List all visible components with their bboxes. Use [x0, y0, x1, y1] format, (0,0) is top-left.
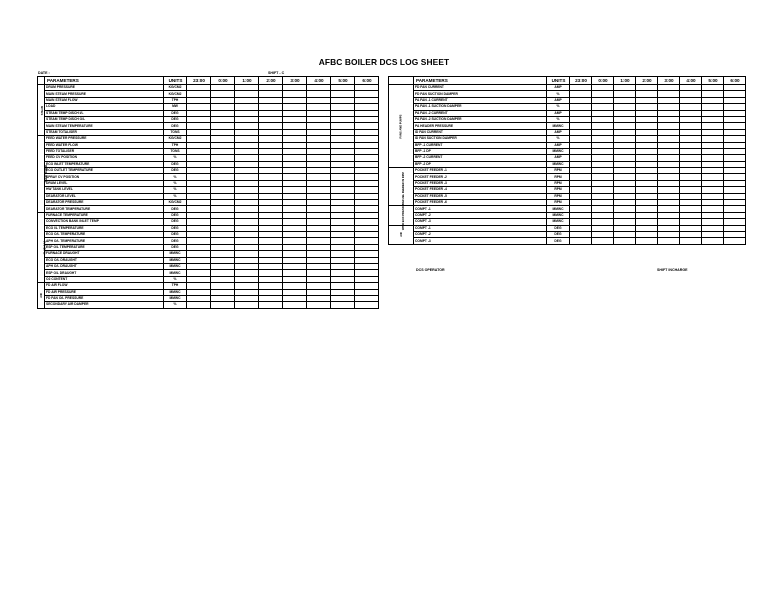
- reading-cell[interactable]: [187, 302, 211, 308]
- reading-cell[interactable]: [259, 302, 283, 308]
- time-header: 4:00: [680, 77, 702, 85]
- parameter-unit: %: [164, 193, 187, 199]
- parameter-unit: DEG: [164, 225, 187, 231]
- parameter-unit: RPM: [547, 200, 570, 206]
- parameter-unit: %: [164, 180, 187, 186]
- parameter-name: FD FAN CURRENT: [414, 85, 547, 91]
- parameter-name: DRUM PRESSURE: [45, 85, 164, 91]
- parameter-unit: MMWC: [164, 295, 187, 301]
- reading-cell[interactable]: [283, 302, 307, 308]
- parameter-name: DRUM LEVEL: [45, 180, 164, 186]
- time-header: 6:00: [355, 77, 379, 85]
- reading-cell[interactable]: [658, 238, 680, 244]
- parameter-unit: %: [547, 104, 570, 110]
- parameter-unit: AMP: [547, 142, 570, 148]
- parameter-unit: DEG: [164, 161, 187, 167]
- parameter-unit: DEG: [547, 231, 570, 237]
- group-header: [389, 77, 414, 85]
- parameter-unit: %: [164, 155, 187, 161]
- parameter-unit: %: [547, 91, 570, 97]
- units-header: UNITS: [547, 77, 570, 85]
- parameter-unit: MMWC: [547, 161, 570, 167]
- parameter-unit: DEG: [164, 244, 187, 250]
- parameter-name: STEAM TEMP DISCH O/L: [45, 116, 164, 122]
- date-label: DATE :: [38, 71, 50, 75]
- parameter-name: PA FAN -1 SUCTION DAMPER: [414, 104, 547, 110]
- log-row: [38, 302, 379, 308]
- parameter-name: ESP O/L TEMPERATURE: [45, 244, 164, 250]
- parameter-name: PA FAN -2 CURRENT: [414, 110, 547, 116]
- parameter-name: POCKET FEEDER -1: [414, 168, 547, 174]
- time-header: 0:00: [211, 77, 235, 85]
- reading-cell[interactable]: [355, 302, 379, 308]
- parameter-unit: MMWC: [547, 219, 570, 225]
- parameter-unit: MMWC: [547, 123, 570, 129]
- parameter-unit: AMP: [547, 85, 570, 91]
- reading-cell[interactable]: [636, 238, 658, 244]
- parameter-name: CONVECTION BANK INLET TEMP: [45, 219, 164, 225]
- parameter-unit: RPM: [547, 193, 570, 199]
- reading-cell[interactable]: [307, 302, 331, 308]
- reading-cell[interactable]: [592, 238, 614, 244]
- parameter-name: ECO OUTLET TEMPERATURE: [45, 168, 164, 174]
- group-label: [38, 85, 45, 136]
- parameter-unit: MMWC: [547, 148, 570, 154]
- log-row: [389, 238, 746, 244]
- group-label-text: FANS AND PUMPS: [399, 114, 403, 139]
- parameter-name: COMPT -3: [414, 219, 547, 225]
- parameter-unit: KG/CM2: [164, 136, 187, 142]
- parameter-unit: DEG: [164, 212, 187, 218]
- parameter-name: HW TANK LEVEL: [45, 187, 164, 193]
- group-label: [389, 85, 414, 168]
- parameter-name: PA FAN -2 SUCTION DAMPER: [414, 116, 547, 122]
- parameter-name: SECONDARY AIR DAMPER: [45, 302, 164, 308]
- parameter-unit: DEG: [164, 123, 187, 129]
- parameter-name: ESP O/L DRAUGHT: [45, 270, 164, 276]
- parameter-name: ECO O/L TEMPERATURE: [45, 231, 164, 237]
- parameter-unit: TPH: [164, 283, 187, 289]
- group-label: [38, 283, 45, 309]
- group-label: [38, 136, 49, 213]
- reading-cell[interactable]: [235, 302, 259, 308]
- parameter-unit: DEG: [164, 110, 187, 116]
- parameter-unit: AMP: [547, 97, 570, 103]
- parameter-unit: TPH: [164, 97, 187, 103]
- reading-cell[interactable]: [614, 238, 636, 244]
- parameter-name: BFP -1 CURRENT: [414, 142, 547, 148]
- time-header: 0:00: [592, 77, 614, 85]
- parameter-name: FURNACE TEMPERATURE: [45, 212, 164, 218]
- reading-cell[interactable]: [702, 238, 724, 244]
- parameter-name: DEARATOR PRESSURE: [45, 200, 164, 206]
- parameter-unit: MMWC: [164, 270, 187, 276]
- parameter-unit: AMP: [547, 129, 570, 135]
- reading-cell[interactable]: [680, 238, 702, 244]
- parameter-name: ECO O/L DRAUGHT: [45, 257, 164, 263]
- parameter-unit: DEG: [547, 225, 570, 231]
- parameter-name: COMPT -1: [414, 206, 547, 212]
- time-header: 1:00: [235, 77, 259, 85]
- parameter-unit: DEG: [164, 219, 187, 225]
- parameter-unit: %: [164, 302, 187, 308]
- time-header: 1:00: [614, 77, 636, 85]
- parameter-name: COMPT -2: [414, 212, 547, 218]
- reading-cell[interactable]: [211, 302, 235, 308]
- parameter-name: ID FAN SUCTION DAMPER: [414, 136, 547, 142]
- parameter-name: APH O/L DRAUGHT: [45, 263, 164, 269]
- group-label-text: FUEL FEEDER IN RPM: [401, 172, 405, 202]
- time-header: 2:00: [636, 77, 658, 85]
- parameter-unit: AMP: [547, 110, 570, 116]
- units-header: UNITS: [164, 77, 187, 85]
- shift-incharge-label: SHIFT INCHARGE: [657, 268, 688, 272]
- parameter-unit: RPM: [547, 187, 570, 193]
- group-label-text: WIND BOX PRESSURE: [402, 200, 406, 231]
- group-label: [389, 200, 414, 231]
- time-header: 3:00: [658, 77, 680, 85]
- parameters-header: PARAMETERS: [414, 77, 547, 85]
- parameter-name: FD FAN O/L PRESSURE: [45, 295, 164, 301]
- parameter-name: FD AIR FLOW: [45, 283, 164, 289]
- parameter-unit: RPM: [547, 168, 570, 174]
- reading-cell[interactable]: [570, 238, 592, 244]
- time-header: 5:00: [702, 77, 724, 85]
- parameter-name: POCKET FEEDER -5: [414, 193, 547, 199]
- parameter-unit: TPH: [164, 142, 187, 148]
- time-header: 5:00: [331, 77, 355, 85]
- parameter-unit: MMWC: [164, 289, 187, 295]
- parameter-name: FD FAN SUCTION DAMPER: [414, 91, 547, 97]
- group-label-text: FLUE GAS: [43, 240, 47, 255]
- time-header: 23:00: [187, 77, 211, 85]
- left-log-table: [37, 76, 379, 309]
- parameter-name: MAIN STEAM TEMPERATURE: [45, 123, 164, 129]
- group-label: [38, 212, 45, 282]
- group-label: [389, 168, 414, 206]
- group-label-text: FEED WATER: [45, 165, 49, 183]
- parameter-unit: TONS: [164, 148, 187, 154]
- parameter-unit: RPM: [547, 180, 570, 186]
- parameter-unit: KG/CM2: [164, 91, 187, 97]
- parameter-name: MAIN STEAM FLOW: [45, 97, 164, 103]
- parameter-name: FEED WATER FLOW: [45, 142, 164, 148]
- group-label-text: AIR: [39, 293, 43, 298]
- parameter-unit: %: [164, 187, 187, 193]
- parameter-unit: DEG: [164, 168, 187, 174]
- parameter-unit: %: [164, 276, 187, 282]
- parameter-name: BFP -1 DP: [414, 148, 547, 154]
- group-label-text: AIR: [399, 232, 403, 237]
- parameters-header: PARAMETERS: [45, 77, 164, 85]
- time-header: 4:00: [307, 77, 331, 85]
- parameter-name: ECO INLET TEMPERATURE: [45, 161, 164, 167]
- parameter-name: PA HEADER PRESSURE: [414, 123, 547, 129]
- parameter-name: APH O/L TEMPERATURE: [45, 238, 164, 244]
- parameter-unit: MMWC: [547, 206, 570, 212]
- parameter-unit: MMWC: [547, 212, 570, 218]
- time-header: 6:00: [724, 77, 746, 85]
- parameter-unit: %: [547, 136, 570, 142]
- parameter-name: FEED WATER PRESSURE: [45, 136, 164, 142]
- parameter-unit: TONS: [164, 129, 187, 135]
- parameter-name: POCKET FEEDER -2: [414, 174, 547, 180]
- parameter-unit: %: [547, 116, 570, 122]
- parameter-name: BFP -2 CURRENT: [414, 155, 547, 161]
- parameter-name: PA FAN -1 CURRENT: [414, 97, 547, 103]
- parameter-name: POCKET FEEDER -3: [414, 180, 547, 186]
- parameter-name: O2 CONTENT: [45, 276, 164, 282]
- group-label-text: STEAM: [41, 105, 45, 115]
- parameter-unit: DEG: [547, 238, 570, 244]
- parameter-unit: MMWC: [164, 263, 187, 269]
- parameter-unit: DEG: [164, 206, 187, 212]
- parameter-unit: MW: [164, 104, 187, 110]
- parameter-unit: %: [164, 174, 187, 180]
- reading-cell[interactable]: [724, 238, 746, 244]
- parameter-name: MAIN STEAM PRESSURE: [45, 91, 164, 97]
- time-header: 2:00: [259, 77, 283, 85]
- parameter-unit: DEG: [164, 116, 187, 122]
- parameter-unit: KG/CM2: [164, 200, 187, 206]
- parameter-name: FD AIR PRESSURE: [45, 289, 164, 295]
- parameter-name: COMPT -2: [414, 231, 547, 237]
- shift-label: SHIFT - C: [268, 71, 285, 75]
- right-log-table: [388, 76, 746, 245]
- parameter-name: COMPT -3: [414, 238, 547, 244]
- group-label: [389, 225, 414, 244]
- time-header: 23:00: [570, 77, 592, 85]
- parameter-name: STEAM TEMP DISCH I/L: [45, 110, 164, 116]
- parameter-name: POCKET FEEDER -6: [414, 200, 547, 206]
- parameter-name: DEARATOR TEMPERATURE: [45, 206, 164, 212]
- parameter-unit: KG/CM2: [164, 85, 187, 91]
- parameter-name: FURNACE DRAUGHT: [45, 251, 164, 257]
- parameter-name: POCKET FEEDER -4: [414, 187, 547, 193]
- parameter-unit: DEG: [164, 238, 187, 244]
- sheet-title: AFBC BOILER DCS LOG SHEET: [318, 57, 450, 67]
- parameter-unit: MMWC: [164, 257, 187, 263]
- parameter-unit: DEG: [164, 231, 187, 237]
- reading-cell[interactable]: [331, 302, 355, 308]
- parameter-unit: MMWC: [164, 251, 187, 257]
- parameter-name: STEAM TOTALISER: [45, 129, 164, 135]
- parameter-name: FEED CV POSITION: [45, 155, 164, 161]
- parameter-name: SPRAY CV POSITION: [45, 174, 164, 180]
- parameter-name: BFP -2 DP: [414, 161, 547, 167]
- parameter-unit: AMP: [547, 155, 570, 161]
- group-header: [38, 77, 45, 85]
- parameter-name: COMPT -1: [414, 225, 547, 231]
- time-header: 3:00: [283, 77, 307, 85]
- dcs-operator-label: DCS OPERATOR: [416, 268, 445, 272]
- parameter-name: FEED TOTALISER: [45, 148, 164, 154]
- parameter-name: LOAD: [45, 104, 164, 110]
- parameter-name: DEARATOR LEVEL: [45, 193, 164, 199]
- parameter-name: ID FAN CURRENT: [414, 129, 547, 135]
- parameter-name: ECO I/L TEMPERATURE: [45, 225, 164, 231]
- parameter-unit: RPM: [547, 174, 570, 180]
